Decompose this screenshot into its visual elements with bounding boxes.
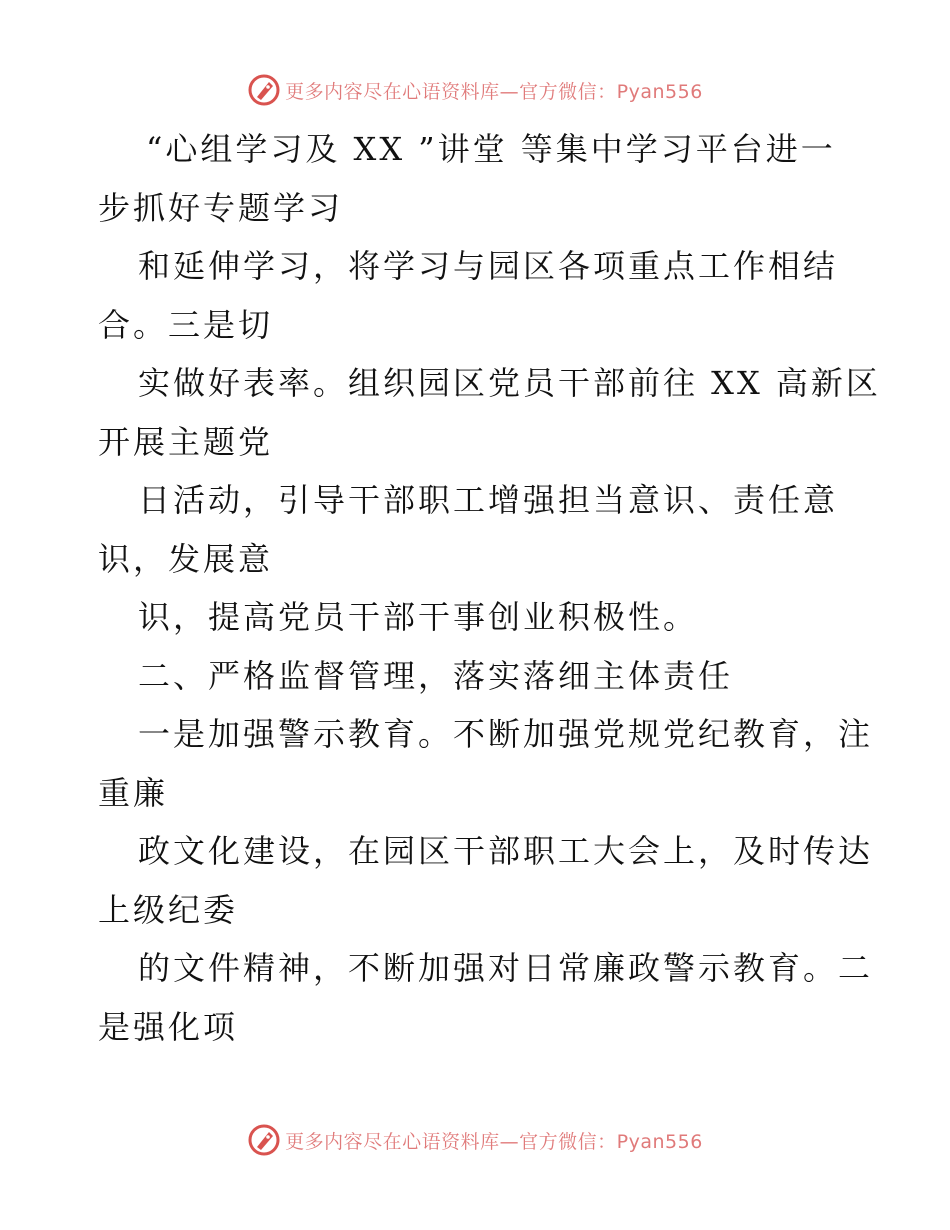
- body-line: 实做好表率。组织园区党员干部前往 XX 高新区: [138, 364, 881, 402]
- body-line: 步抓好专题学习: [98, 188, 344, 227]
- pen-nib-logo-icon: [247, 1123, 281, 1157]
- body-line: 政文化建设，在园区干部职工大会上，及时传达: [138, 832, 874, 870]
- footer-watermark: [0, 1120, 950, 1160]
- body-line: 开展主题党: [98, 422, 274, 461]
- body-line: 重廉: [98, 773, 169, 812]
- body-line: 识，提高党员干部干事创业积极性。: [138, 598, 699, 636]
- header-watermark: [0, 70, 950, 110]
- watermark-text: 更多内容尽在心语资料库—官方微信：Pyan556: [285, 80, 703, 103]
- watermark-text: 更多内容尽在心语资料库—官方微信：Pyan556: [285, 1130, 703, 1153]
- document-body: [98, 120, 881, 1056]
- body-line: 合。三是切: [98, 305, 274, 344]
- body-line: 上级纪委: [98, 890, 239, 929]
- body-line: 和延伸学习，将学习与园区各项重点工作相结: [138, 247, 839, 285]
- body-line: 是强化项: [98, 1007, 239, 1046]
- body-line: 日活动，引导干部职工增强担当意识、责任意: [138, 481, 839, 519]
- body-line: 识，发展意: [98, 539, 274, 578]
- body-line: 一是加强警示教育。不断加强党规党纪教育，注: [138, 715, 874, 753]
- pen-nib-logo-icon: [247, 73, 281, 107]
- body-line: “心组学习及 XX ”讲堂 等集中学习平台进一: [146, 130, 836, 168]
- body-line: 的文件精神，不断加强对日常廉政警示教育。二: [138, 949, 874, 987]
- section-heading: 二、严格监督管理，落实落细主体责任: [138, 656, 734, 695]
